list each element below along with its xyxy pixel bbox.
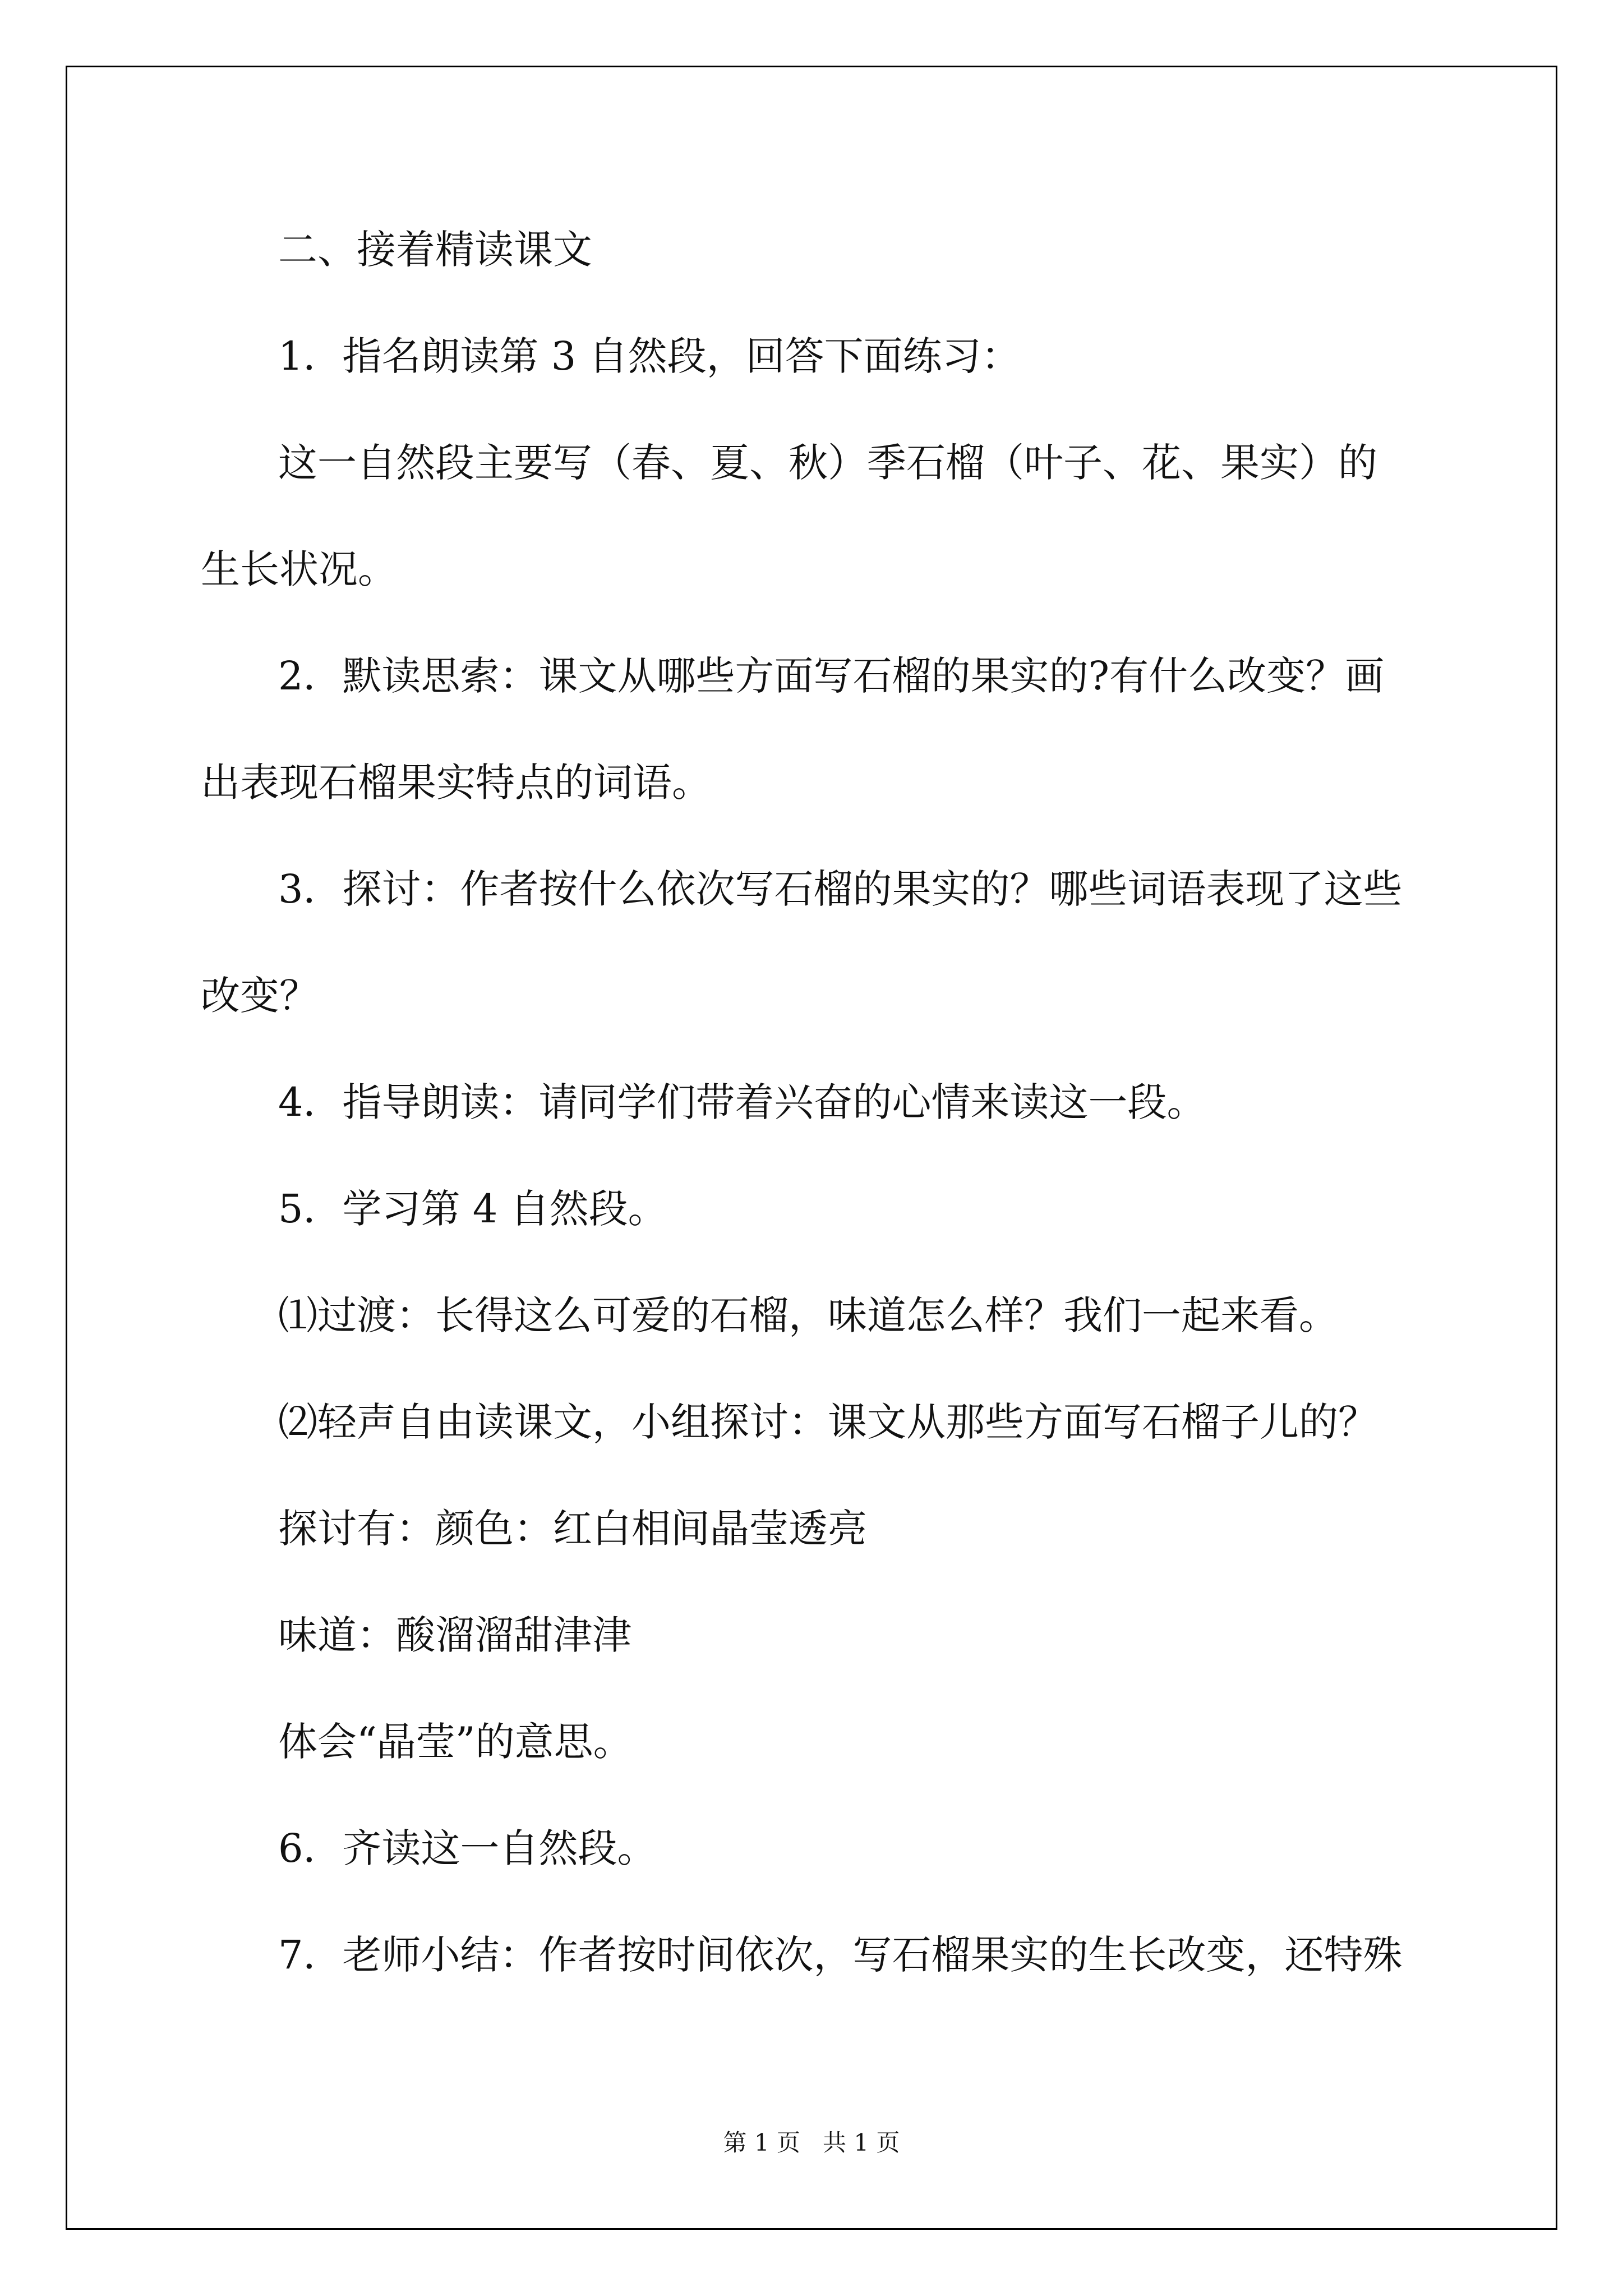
paragraph-line: 味道：酸溜溜甜津津 <box>278 1612 631 1658</box>
section-heading: 二、接着精读课文 <box>278 227 592 273</box>
paragraph-line: 出表现石榴果实特点的词语。 <box>201 760 711 806</box>
paragraph-line: 5．学习第 4 自然段。 <box>278 1186 667 1232</box>
paragraph-line: ⑵轻声自由读课文，小组探讨：课文从那些方面写石榴子儿的？ <box>278 1399 1377 1445</box>
paragraph-line: 6．齐读这一自然段。 <box>278 1825 657 1871</box>
paragraph-line: 这一自然段主要写（春、夏、秋）季石榴（叶子、花、果实）的 <box>278 440 1377 486</box>
page-border <box>66 66 1557 2230</box>
paragraph-line: 生长状况。 <box>201 546 397 592</box>
paragraph-line: 1．指名朗读第 3 自然段，回答下面练习： <box>278 333 1021 379</box>
paragraph-line: 3．探讨：作者按什么依次写石榴的果实的？哪些词语表现了这些 <box>278 866 1403 912</box>
paragraph-line: ⑴过渡：长得这么可爱的石榴，味道怎么样？我们一起来看。 <box>278 1292 1338 1338</box>
paragraph-line: 7．老师小结：作者按时间依次，写石榴果实的生长改变，还特殊 <box>278 1932 1403 1978</box>
paragraph-line: 4．指导朗读：请同学们带着兴奋的心情来读这一段。 <box>278 1079 1206 1125</box>
paragraph-line: 体会“晶莹”的意思。 <box>278 1719 633 1765</box>
paragraph-line: 2．默读思索：课文从哪些方面写石榴的果实的?有什么改变？画 <box>278 653 1385 699</box>
page-number-footer: 第 1 页 共 1 页 <box>723 2129 900 2156</box>
paragraph-line: 改变？ <box>201 973 319 1019</box>
paragraph-line: 探讨有：颜色：红白相间晶莹透亮 <box>278 1506 867 1552</box>
